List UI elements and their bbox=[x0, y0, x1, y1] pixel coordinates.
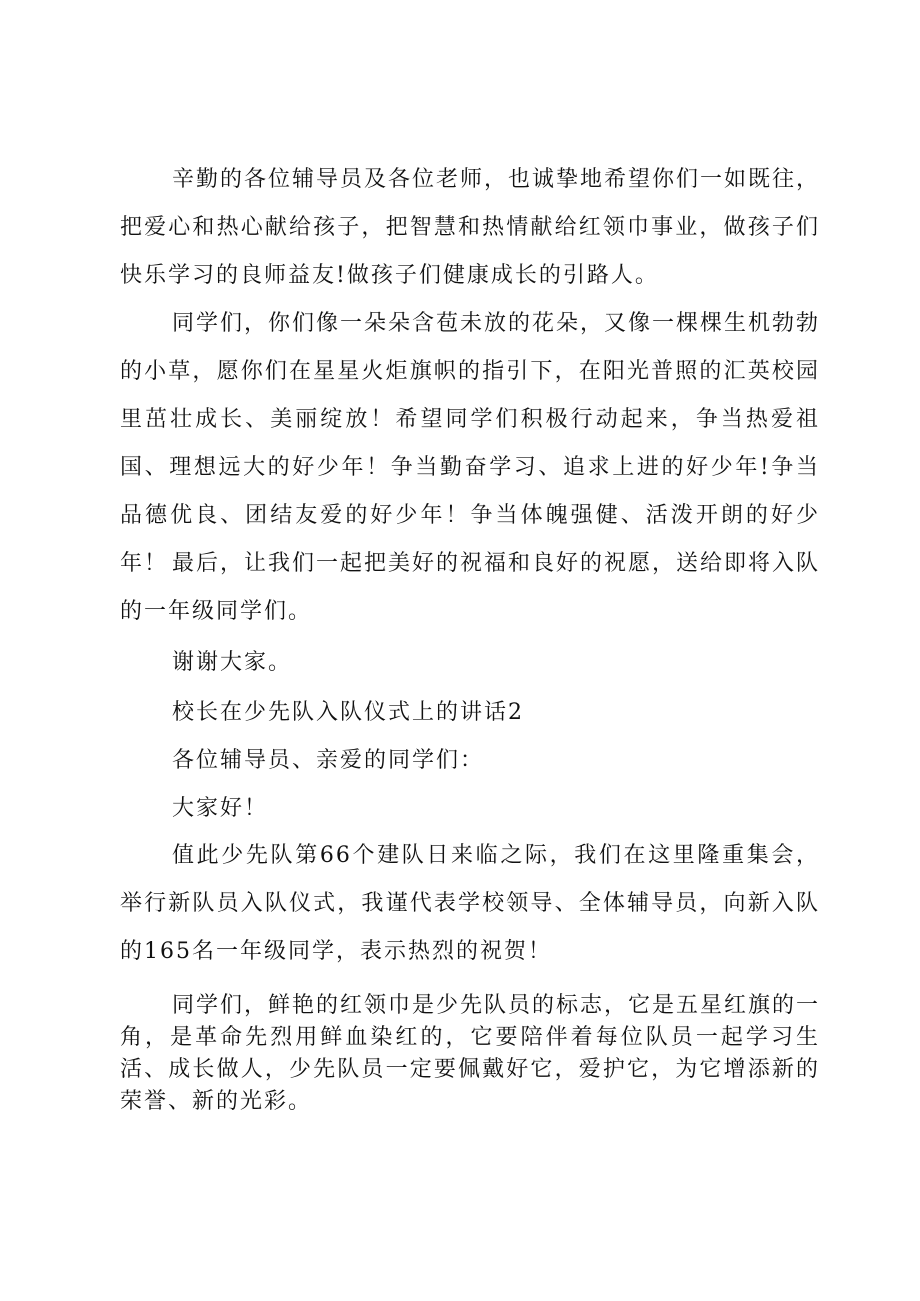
paragraph-students-wishes: 同学们，你们像一朵朵含苞未放的花朵，又像一棵棵生机勃勃的小草，愿你们在星星火炬旗帜的指引下，在阳光普照的汇英校园里茁壮成长、美丽绽放！希望同学们积极行动起来，争当热爱祖国、理想远大的好少年！争当勤奋学习、追求上进的好少年!争当品德优良、团结友爱的好少年！争当体魄强健、活泼开朗的好少年！ bbox=[120, 311, 821, 576]
paragraph-greeting: 大家好！ bbox=[172, 796, 269, 821]
paragraph-salutation: 各位辅导员、亲爱的同学们： bbox=[172, 748, 485, 773]
paragraph-ceremony-intro: 值此少先队第66个建队日来临之际，我们在这里隆重集会，举行新队员入队仪式，我谨代表学校领导、全体辅导员，向新入队的165名一年级同学，表示热烈的祝贺！ bbox=[120, 843, 820, 964]
paragraph-red-scarf: 同学们，鲜艳的红领巾是少先队员的标志，它是五星红旗的一角，是革命先烈用鲜血染红的，它要陪伴着每位队员一起学习生活、成长做人，少先队员一定要佩戴好它，爱护它，为它增添新的荣誉、新的光彩。 bbox=[120, 993, 821, 1114]
paragraph-closing-blessing: 最后，让我们一起把美好的祝福和良好的祝愿，送给即将入队的一年级同学们。 bbox=[120, 551, 821, 624]
section-title-speech-2: 校长在少先队入队仪式上的讲话2 bbox=[172, 700, 524, 725]
paragraph-thanks: 谢谢大家。 bbox=[172, 650, 293, 675]
paragraph-counselors-thanks: 辛勤的各位辅导员及各位老师，也诚挚地希望你们一如既往，把爱心和热心献给孩子，把智慧和热情献给红领巾事业，做孩子们快乐学习的良师益友!做孩子们健康成长的引路人。 bbox=[120, 167, 821, 288]
